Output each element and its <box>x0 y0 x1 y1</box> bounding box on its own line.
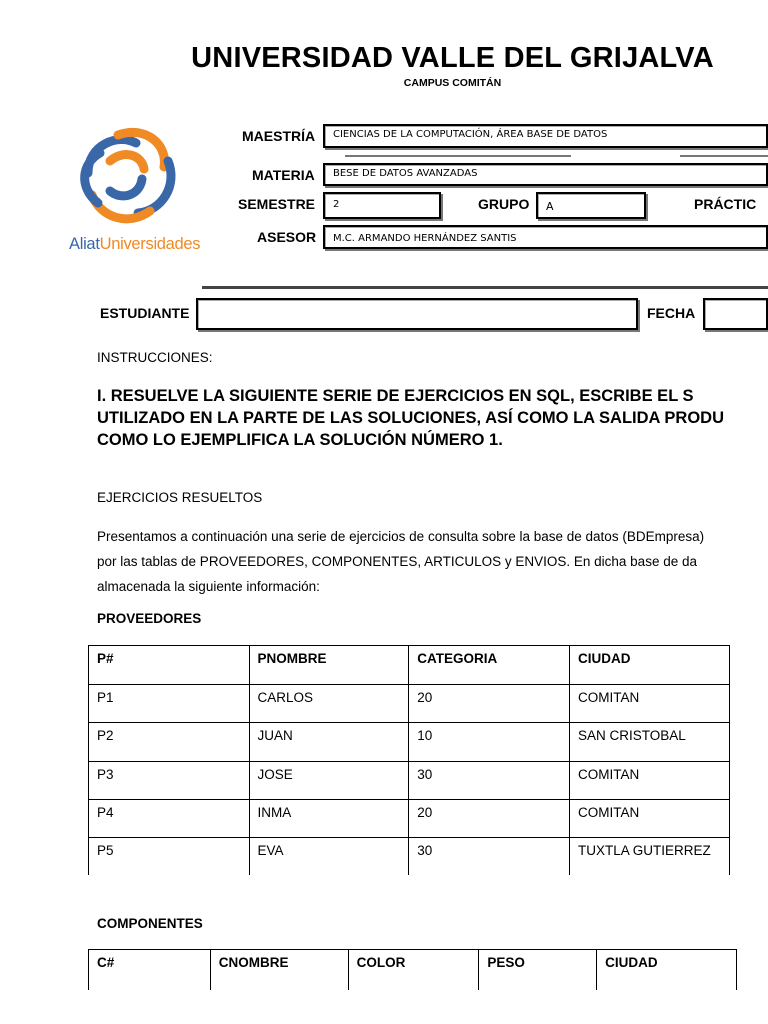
column-header: CIUDAD <box>597 950 737 990</box>
table-cell: P3 <box>89 762 250 800</box>
table-cell: JOSE <box>249 762 409 800</box>
heading-line: I. RESUELVE LA SIGUIENTE SERIE DE EJERCICIOS EN SQL, ESCRIBE EL S <box>97 387 694 405</box>
instrucciones-label: INSTRUCCIONES: <box>97 350 213 365</box>
table-header-row <box>89 950 737 990</box>
paragraph-line: Presentamos a continuación una serie de ejercicios de consulta sobre la base de datos (BDEmpresa) <box>97 529 705 544</box>
table-cell: SAN CRISTOBAL <box>570 723 730 762</box>
asesor-field[interactable]: M.C. ARMANDO HERNÁNDEZ SANTIS <box>323 225 768 249</box>
divider <box>680 155 768 157</box>
logo-text-universidades: Universidades <box>99 235 201 253</box>
table-cell: P1 <box>89 685 250 723</box>
materia-label: MATERIA <box>252 167 315 183</box>
table-cell: 30 <box>409 762 570 800</box>
column-header: PESO <box>479 950 597 990</box>
table-cell: 30 <box>409 838 570 875</box>
column-header: CNOMBRE <box>210 950 348 990</box>
grupo-field[interactable]: A <box>536 192 646 219</box>
materia-field[interactable]: BESE DE DATOS AVANZADAS <box>323 163 768 186</box>
table-cell: EVA <box>249 838 409 875</box>
column-header: P# <box>89 646 250 685</box>
semestre-label: SEMESTRE <box>238 196 316 212</box>
table-cell: COMITAN <box>570 800 730 838</box>
column-header: CATEGORIA <box>409 646 570 685</box>
heading-line: UTILIZADO EN LA PARTE DE LAS SOLUCIONES, ASÍ COMO LA SALIDA PRODU <box>97 409 725 427</box>
table-header-row <box>89 646 730 685</box>
heading-line: COMO LO EJEMPLIFICA LA SOLUCIÓN NÚMERO 1. <box>97 431 503 449</box>
table-cell: COMITAN <box>570 762 730 800</box>
practica-label: PRÁCTIC <box>694 196 757 212</box>
table-cell: P4 <box>89 800 250 838</box>
table-cell: TUXTLA GUTIERREZ <box>570 838 730 875</box>
intro-paragraph <box>97 524 704 599</box>
table-cell: P2 <box>89 723 250 762</box>
fecha-field[interactable] <box>703 298 768 330</box>
column-header: C# <box>89 950 211 990</box>
aliat-logo-text <box>69 235 200 254</box>
logo-text-aliat: Aliat <box>69 235 100 253</box>
divider <box>345 155 571 157</box>
table-row <box>89 800 730 838</box>
table-cell: 20 <box>409 800 570 838</box>
table-cell: COMITAN <box>570 685 730 723</box>
table-cell: INMA <box>249 800 409 838</box>
componentes-table <box>88 949 737 990</box>
table-cell: JUAN <box>249 723 409 762</box>
aliat-logo-icon <box>62 120 212 235</box>
table-cell: 20 <box>409 685 570 723</box>
table-cell: P5 <box>89 838 250 875</box>
column-header: PNOMBRE <box>249 646 409 685</box>
semestre-field[interactable]: 2 <box>323 192 441 219</box>
fecha-label: FECHA <box>647 305 696 321</box>
estudiante-label: ESTUDIANTE <box>100 305 190 321</box>
campus-subtitle: CAMPUS COMITÁN <box>403 77 502 89</box>
table-cell: 10 <box>409 723 570 762</box>
grupo-label: GRUPO <box>478 196 530 212</box>
table-row <box>89 685 730 723</box>
column-header: COLOR <box>348 950 479 990</box>
university-title: UNIVERSIDAD VALLE DEL GRIJALVA <box>191 42 714 74</box>
paragraph-line: por las tablas de PROVEEDORES, COMPONENTES, ARTICULOS y ENVIOS. En dicha base de da <box>97 554 697 569</box>
asesor-label: ASESOR <box>257 229 317 245</box>
componentes-title: COMPONENTES <box>97 916 203 931</box>
table-row <box>89 762 730 800</box>
ejercicios-resueltos-label: EJERCICIOS RESUELTOS <box>97 490 263 505</box>
table-cell: CARLOS <box>249 685 409 723</box>
divider <box>202 286 768 289</box>
maestria-label: MAESTRÍA <box>242 128 316 144</box>
table-row <box>89 723 730 762</box>
instructions-heading <box>97 385 768 451</box>
paragraph-line: almacenada la siguiente información: <box>97 579 320 594</box>
column-header: CIUDAD <box>570 646 730 685</box>
table-row <box>89 838 730 875</box>
estudiante-field[interactable] <box>196 298 638 330</box>
maestria-field[interactable]: CIENCIAS DE LA COMPUTACIÓN, ÁREA BASE DE DATOS <box>323 124 768 148</box>
proveedores-title: PROVEEDORES <box>97 611 202 626</box>
proveedores-table <box>88 645 730 875</box>
